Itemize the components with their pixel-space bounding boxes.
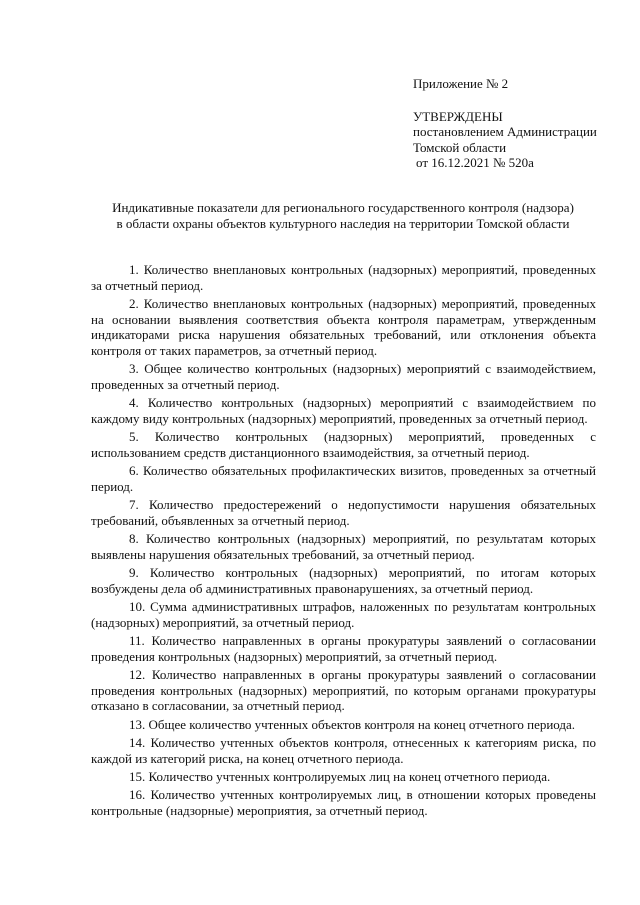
indicator-item-10: 10. Сумма административных штрафов, наложенных по результатам контрольных (надзорных) мероприятий, за отчетный период. [91,599,596,630]
indicator-list [91,262,596,821]
indicator-item-16: 16. Количество учтенных контролируемых лиц, в отношении которых проведены контрольные (надзорные) мероприятия, за отчетный период. [91,787,596,818]
indicator-item-5: 5. Количество контрольных (надзорных) мероприятий, проведенных с использованием средств дистанционного взаимодействия, за отчетный период. [91,429,596,460]
indicator-item-2: 2. Количество внеплановых контрольных (надзорных) мероприятий, проведенных на основании выявления соответствия объекта контроля параметрам, утвержденным индикаторами риска нарушения обязательных требований, или отклонения объекта контроля от таких параметров, за отчетный период. [91,295,596,358]
approved-by-line-2: Томской области [413,139,507,155]
document-title [88,200,598,231]
approved-label: УТВЕРЖДЕНЫ [413,108,503,124]
indicator-item-12: 12. Количество направленных в органы прокуратуры заявлений о согласовании проведения контрольных (надзорных) мероприятий, по которым органами прокуратуры отказано в согласовании, за отчетный период. [91,667,596,714]
approved-by-line-1: постановлением Администрации [413,124,597,139]
indicator-item-15: 15. Количество учтенных контролируемых лиц на конец отчетного периода. [129,768,551,784]
indicator-item-6: 6. Количество обязательных профилактических визитов, проведенных за отчетный период. [91,463,596,494]
approval-date: от 16.12.2021 № 520а [416,155,534,170]
indicator-item-9: 9. Количество контрольных (надзорных) мероприятий, по итогам которых возбуждены дела об административных правонарушениях, за отчетный период. [91,565,596,596]
indicator-item-4: 4. Количество контрольных (надзорных) мероприятий с взаимодействием по каждому виду контрольных (надзорных) мероприятий, проведенных за отчетный период. [91,395,596,426]
annex-number: Приложение № 2 [413,76,509,91]
indicator-item-13: 13. Общее количество учтенных объектов контроля на конец отчетного периода. [129,716,576,732]
indicator-item-3: 3. Общее количество контрольных (надзорных) мероприятий с взаимодействием, проведенных за отчетный период. [91,361,596,392]
indicator-item-7: 7. Количество предостережений о недопустимости нарушения обязательных требований, объявленных за отчетный период. [91,497,596,528]
document-title-line-2: в области охраны объектов культурного наследия на территории Томской области [116,215,570,231]
indicator-item-11: 11. Количество направленных в органы прокуратуры заявлений о согласовании проведения контрольных (надзорных) мероприятий, за отчетный период. [91,633,596,664]
indicator-item-14: 14. Количество учтенных объектов контроля, отнесенных к категориям риска, по каждой из категорий риска, на конец отчетного периода. [91,734,596,766]
indicator-item-8: 8. Количество контрольных (надзорных) мероприятий, по результатам которых выявлены нарушения обязательных требований, за отчетный период. [91,531,596,562]
indicator-item-1: 1. Количество внеплановых контрольных (надзорных) мероприятий, проведенных за отчетный период. [91,262,596,293]
document-title-line-1: Индикативные показатели для регионального государственного контроля (надзора) [112,200,574,215]
approval-block [413,76,623,171]
